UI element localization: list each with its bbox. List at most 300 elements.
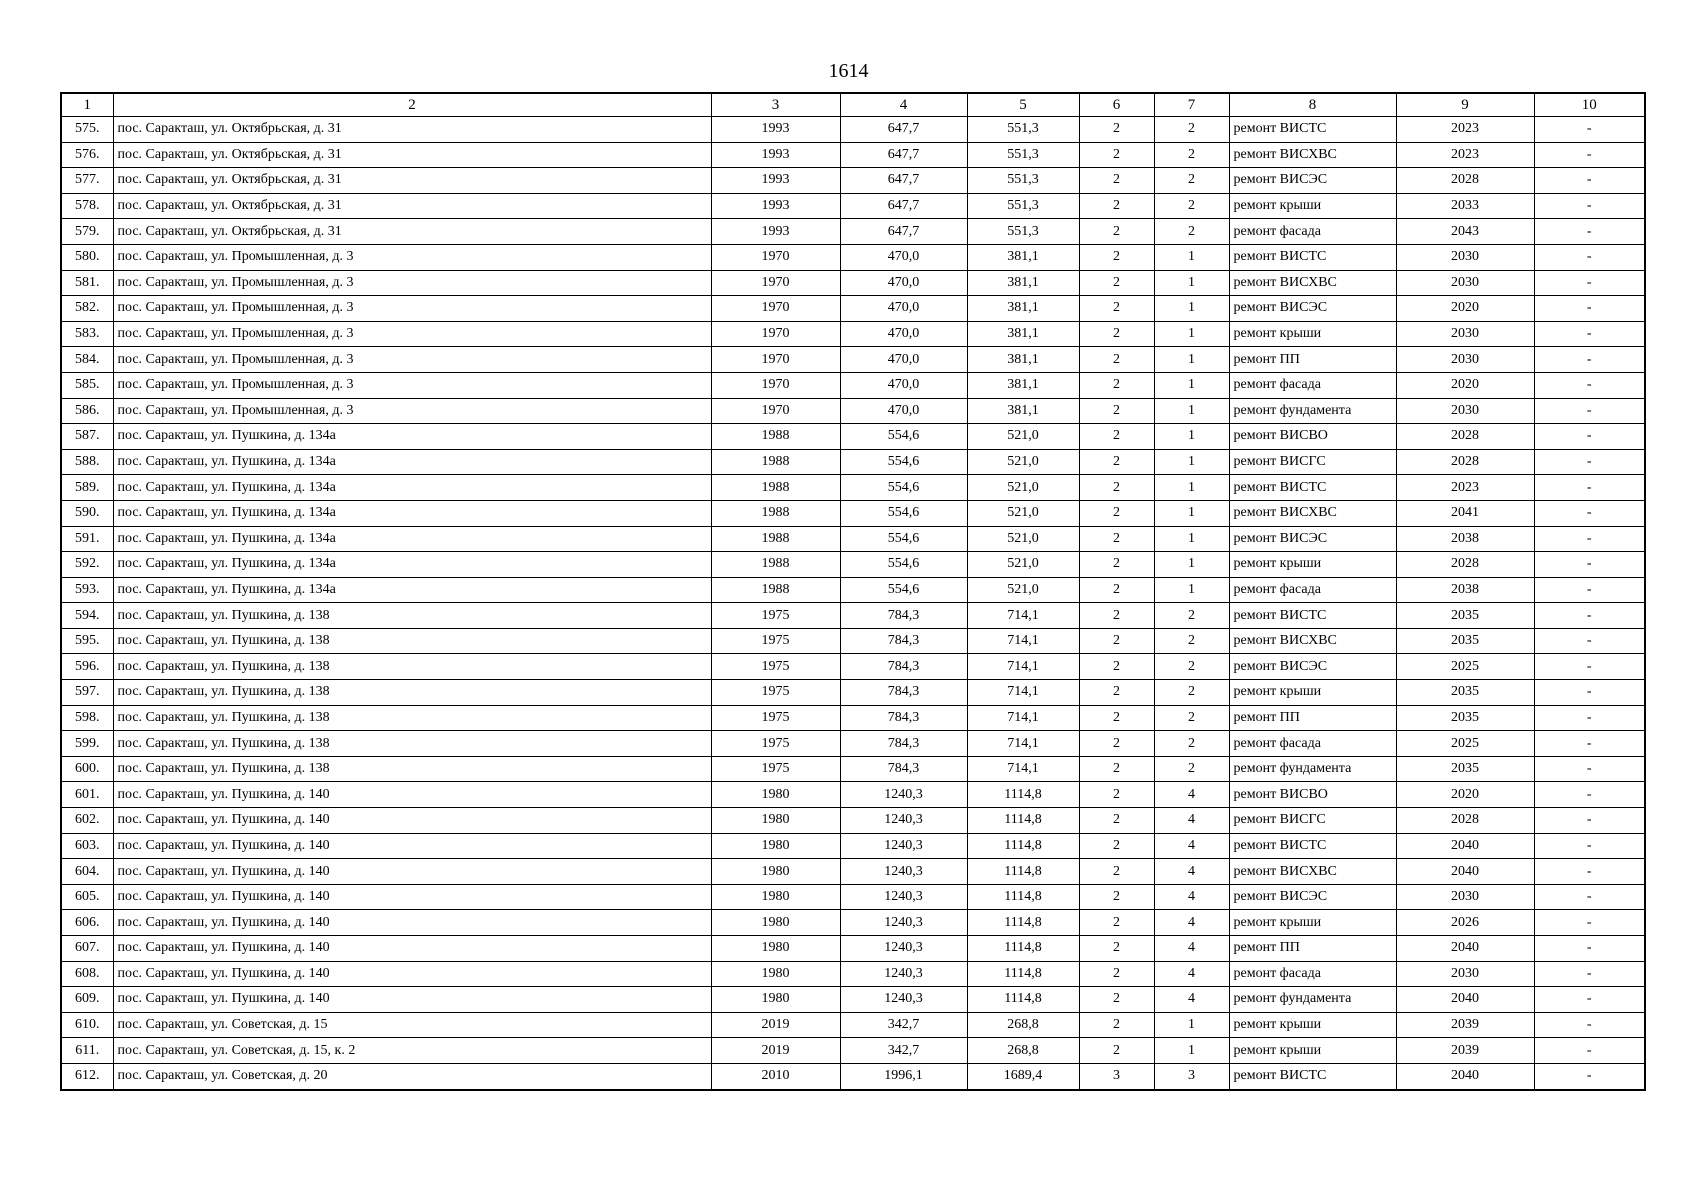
row-number-cell: 610. bbox=[61, 1012, 113, 1038]
address-cell: пос. Саракташ, ул. Промышленная, д. 3 bbox=[113, 270, 711, 296]
work-type-cell: ремонт ВИСВО bbox=[1229, 424, 1396, 450]
row-number-cell: 576. bbox=[61, 142, 113, 168]
table-row bbox=[61, 1063, 1645, 1089]
table-row bbox=[61, 756, 1645, 782]
year-cell: 1988 bbox=[711, 500, 840, 526]
table-row bbox=[61, 270, 1645, 296]
floors-cell: 2 bbox=[1079, 961, 1154, 987]
planned-year-cell: 2035 bbox=[1396, 628, 1534, 654]
table-row bbox=[61, 475, 1645, 501]
row-number-cell: 591. bbox=[61, 526, 113, 552]
note-cell: - bbox=[1534, 526, 1645, 552]
entrances-cell: 1 bbox=[1154, 475, 1229, 501]
address-cell: пос. Саракташ, ул. Советская, д. 15, к. 2 bbox=[113, 1038, 711, 1064]
row-number-cell: 583. bbox=[61, 321, 113, 347]
living-area-cell: 1114,8 bbox=[967, 987, 1079, 1013]
row-number-cell: 587. bbox=[61, 424, 113, 450]
total-area-cell: 1240,3 bbox=[840, 859, 967, 885]
work-type-cell: ремонт ВИСТС bbox=[1229, 475, 1396, 501]
planned-year-cell: 2028 bbox=[1396, 424, 1534, 450]
note-cell: - bbox=[1534, 1038, 1645, 1064]
table-row bbox=[61, 577, 1645, 603]
row-number-cell: 611. bbox=[61, 1038, 113, 1064]
table-row bbox=[61, 219, 1645, 245]
table-row bbox=[61, 500, 1645, 526]
floors-cell: 2 bbox=[1079, 117, 1154, 143]
row-number-cell: 605. bbox=[61, 884, 113, 910]
planned-year-cell: 2035 bbox=[1396, 756, 1534, 782]
living-area-cell: 1114,8 bbox=[967, 833, 1079, 859]
floors-cell: 2 bbox=[1079, 833, 1154, 859]
planned-year-cell: 2030 bbox=[1396, 270, 1534, 296]
note-cell: - bbox=[1534, 372, 1645, 398]
address-cell: пос. Саракташ, ул. Советская, д. 20 bbox=[113, 1063, 711, 1089]
column-header: 1 bbox=[61, 93, 113, 117]
column-header: 4 bbox=[840, 93, 967, 117]
table-row bbox=[61, 910, 1645, 936]
year-cell: 1980 bbox=[711, 961, 840, 987]
year-cell: 1980 bbox=[711, 987, 840, 1013]
living-area-cell: 551,3 bbox=[967, 168, 1079, 194]
entrances-cell: 3 bbox=[1154, 1063, 1229, 1089]
address-cell: пос. Саракташ, ул. Промышленная, д. 3 bbox=[113, 398, 711, 424]
planned-year-cell: 2040 bbox=[1396, 987, 1534, 1013]
address-cell: пос. Саракташ, ул. Промышленная, д. 3 bbox=[113, 372, 711, 398]
floors-cell: 2 bbox=[1079, 731, 1154, 757]
row-number-cell: 578. bbox=[61, 193, 113, 219]
entrances-cell: 1 bbox=[1154, 500, 1229, 526]
note-cell: - bbox=[1534, 117, 1645, 143]
row-number-cell: 596. bbox=[61, 654, 113, 680]
living-area-cell: 551,3 bbox=[967, 219, 1079, 245]
total-area-cell: 1240,3 bbox=[840, 808, 967, 834]
planned-year-cell: 2038 bbox=[1396, 526, 1534, 552]
living-area-cell: 1114,8 bbox=[967, 910, 1079, 936]
living-area-cell: 268,8 bbox=[967, 1012, 1079, 1038]
row-number-cell: 602. bbox=[61, 808, 113, 834]
note-cell: - bbox=[1534, 884, 1645, 910]
work-type-cell: ремонт крыши bbox=[1229, 321, 1396, 347]
year-cell: 2019 bbox=[711, 1038, 840, 1064]
work-type-cell: ремонт ВИСХВС bbox=[1229, 859, 1396, 885]
floors-cell: 2 bbox=[1079, 756, 1154, 782]
year-cell: 1988 bbox=[711, 424, 840, 450]
address-cell: пос. Саракташ, ул. Пушкина, д. 134а bbox=[113, 526, 711, 552]
table-row bbox=[61, 731, 1645, 757]
planned-year-cell: 2023 bbox=[1396, 117, 1534, 143]
note-cell: - bbox=[1534, 219, 1645, 245]
planned-year-cell: 2038 bbox=[1396, 577, 1534, 603]
table-row bbox=[61, 244, 1645, 270]
total-area-cell: 647,7 bbox=[840, 142, 967, 168]
work-type-cell: ремонт фундамента bbox=[1229, 987, 1396, 1013]
row-number-cell: 592. bbox=[61, 552, 113, 578]
planned-year-cell: 2035 bbox=[1396, 603, 1534, 629]
work-type-cell: ремонт ПП bbox=[1229, 347, 1396, 373]
address-cell: пос. Саракташ, ул. Пушкина, д. 138 bbox=[113, 628, 711, 654]
year-cell: 1970 bbox=[711, 321, 840, 347]
year-cell: 1975 bbox=[711, 705, 840, 731]
note-cell: - bbox=[1534, 321, 1645, 347]
floors-cell: 2 bbox=[1079, 654, 1154, 680]
total-area-cell: 784,3 bbox=[840, 756, 967, 782]
address-cell: пос. Саракташ, ул. Пушкина, д. 140 bbox=[113, 833, 711, 859]
year-cell: 1988 bbox=[711, 526, 840, 552]
work-type-cell: ремонт ВИСХВС bbox=[1229, 500, 1396, 526]
note-cell: - bbox=[1534, 936, 1645, 962]
total-area-cell: 1240,3 bbox=[840, 833, 967, 859]
note-cell: - bbox=[1534, 500, 1645, 526]
address-cell: пос. Саракташ, ул. Промышленная, д. 3 bbox=[113, 347, 711, 373]
planned-year-cell: 2039 bbox=[1396, 1012, 1534, 1038]
address-cell: пос. Саракташ, ул. Пушкина, д. 134а bbox=[113, 552, 711, 578]
living-area-cell: 714,1 bbox=[967, 731, 1079, 757]
address-cell: пос. Саракташ, ул. Пушкина, д. 138 bbox=[113, 603, 711, 629]
note-cell: - bbox=[1534, 424, 1645, 450]
work-type-cell: ремонт ВИСЭС bbox=[1229, 654, 1396, 680]
row-number-cell: 577. bbox=[61, 168, 113, 194]
living-area-cell: 1114,8 bbox=[967, 782, 1079, 808]
year-cell: 1980 bbox=[711, 808, 840, 834]
address-cell: пос. Саракташ, ул. Промышленная, д. 3 bbox=[113, 244, 711, 270]
floors-cell: 2 bbox=[1079, 424, 1154, 450]
note-cell: - bbox=[1534, 270, 1645, 296]
living-area-cell: 521,0 bbox=[967, 500, 1079, 526]
floors-cell: 2 bbox=[1079, 782, 1154, 808]
floors-cell: 2 bbox=[1079, 475, 1154, 501]
address-cell: пос. Саракташ, ул. Пушкина, д. 140 bbox=[113, 884, 711, 910]
row-number-cell: 581. bbox=[61, 270, 113, 296]
row-number-cell: 589. bbox=[61, 475, 113, 501]
living-area-cell: 1114,8 bbox=[967, 859, 1079, 885]
entrances-cell: 1 bbox=[1154, 296, 1229, 322]
living-area-cell: 714,1 bbox=[967, 705, 1079, 731]
work-type-cell: ремонт ВИСГС bbox=[1229, 808, 1396, 834]
planned-year-cell: 2040 bbox=[1396, 936, 1534, 962]
row-number-cell: 575. bbox=[61, 117, 113, 143]
entrances-cell: 4 bbox=[1154, 782, 1229, 808]
work-type-cell: ремонт ВИСГС bbox=[1229, 449, 1396, 475]
entrances-cell: 2 bbox=[1154, 680, 1229, 706]
entrances-cell: 2 bbox=[1154, 731, 1229, 757]
work-type-cell: ремонт ВИСЭС bbox=[1229, 168, 1396, 194]
floors-cell: 2 bbox=[1079, 526, 1154, 552]
work-type-cell: ремонт фасада bbox=[1229, 731, 1396, 757]
address-cell: пос. Саракташ, ул. Пушкина, д. 138 bbox=[113, 680, 711, 706]
living-area-cell: 551,3 bbox=[967, 142, 1079, 168]
year-cell: 1988 bbox=[711, 475, 840, 501]
table-row bbox=[61, 1038, 1645, 1064]
table-row bbox=[61, 961, 1645, 987]
address-cell: пос. Саракташ, ул. Пушкина, д. 138 bbox=[113, 705, 711, 731]
planned-year-cell: 2043 bbox=[1396, 219, 1534, 245]
work-type-cell: ремонт фасада bbox=[1229, 219, 1396, 245]
total-area-cell: 470,0 bbox=[840, 244, 967, 270]
note-cell: - bbox=[1534, 731, 1645, 757]
note-cell: - bbox=[1534, 782, 1645, 808]
row-number-cell: 609. bbox=[61, 987, 113, 1013]
column-header: 8 bbox=[1229, 93, 1396, 117]
address-cell: пос. Саракташ, ул. Октябрьская, д. 31 bbox=[113, 168, 711, 194]
year-cell: 1993 bbox=[711, 168, 840, 194]
address-cell: пос. Саракташ, ул. Пушкина, д. 138 bbox=[113, 654, 711, 680]
address-cell: пос. Саракташ, ул. Пушкина, д. 138 bbox=[113, 731, 711, 757]
address-cell: пос. Саракташ, ул. Промышленная, д. 3 bbox=[113, 321, 711, 347]
total-area-cell: 1240,3 bbox=[840, 961, 967, 987]
floors-cell: 2 bbox=[1079, 808, 1154, 834]
entrances-cell: 1 bbox=[1154, 449, 1229, 475]
year-cell: 1980 bbox=[711, 859, 840, 885]
work-type-cell: ремонт крыши bbox=[1229, 1038, 1396, 1064]
row-number-cell: 584. bbox=[61, 347, 113, 373]
total-area-cell: 647,7 bbox=[840, 219, 967, 245]
row-number-cell: 600. bbox=[61, 756, 113, 782]
column-header: 7 bbox=[1154, 93, 1229, 117]
address-cell: пос. Саракташ, ул. Пушкина, д. 140 bbox=[113, 782, 711, 808]
row-number-cell: 585. bbox=[61, 372, 113, 398]
year-cell: 1980 bbox=[711, 936, 840, 962]
year-cell: 1970 bbox=[711, 296, 840, 322]
total-area-cell: 554,6 bbox=[840, 552, 967, 578]
floors-cell: 2 bbox=[1079, 142, 1154, 168]
living-area-cell: 381,1 bbox=[967, 244, 1079, 270]
planned-year-cell: 2030 bbox=[1396, 347, 1534, 373]
note-cell: - bbox=[1534, 398, 1645, 424]
entrances-cell: 4 bbox=[1154, 859, 1229, 885]
living-area-cell: 1114,8 bbox=[967, 936, 1079, 962]
row-number-cell: 595. bbox=[61, 628, 113, 654]
living-area-cell: 268,8 bbox=[967, 1038, 1079, 1064]
note-cell: - bbox=[1534, 859, 1645, 885]
total-area-cell: 470,0 bbox=[840, 321, 967, 347]
floors-cell: 2 bbox=[1079, 244, 1154, 270]
floors-cell: 2 bbox=[1079, 168, 1154, 194]
planned-year-cell: 2030 bbox=[1396, 321, 1534, 347]
total-area-cell: 342,7 bbox=[840, 1012, 967, 1038]
total-area-cell: 554,6 bbox=[840, 475, 967, 501]
floors-cell: 2 bbox=[1079, 1012, 1154, 1038]
total-area-cell: 342,7 bbox=[840, 1038, 967, 1064]
work-type-cell: ремонт ВИСХВС bbox=[1229, 628, 1396, 654]
total-area-cell: 647,7 bbox=[840, 168, 967, 194]
table-row bbox=[61, 168, 1645, 194]
total-area-cell: 554,6 bbox=[840, 449, 967, 475]
address-cell: пос. Саракташ, ул. Пушкина, д. 140 bbox=[113, 859, 711, 885]
floors-cell: 2 bbox=[1079, 321, 1154, 347]
table-header-row bbox=[61, 93, 1645, 117]
table-row bbox=[61, 424, 1645, 450]
column-header: 3 bbox=[711, 93, 840, 117]
note-cell: - bbox=[1534, 1012, 1645, 1038]
row-number-cell: 582. bbox=[61, 296, 113, 322]
floors-cell: 2 bbox=[1079, 449, 1154, 475]
living-area-cell: 714,1 bbox=[967, 628, 1079, 654]
planned-year-cell: 2040 bbox=[1396, 859, 1534, 885]
total-area-cell: 470,0 bbox=[840, 398, 967, 424]
total-area-cell: 1240,3 bbox=[840, 884, 967, 910]
entrances-cell: 4 bbox=[1154, 833, 1229, 859]
row-number-cell: 607. bbox=[61, 936, 113, 962]
living-area-cell: 714,1 bbox=[967, 654, 1079, 680]
work-type-cell: ремонт крыши bbox=[1229, 193, 1396, 219]
floors-cell: 2 bbox=[1079, 500, 1154, 526]
table-row bbox=[61, 782, 1645, 808]
total-area-cell: 554,6 bbox=[840, 526, 967, 552]
work-type-cell: ремонт ВИСТС bbox=[1229, 833, 1396, 859]
work-type-cell: ремонт ВИСТС bbox=[1229, 244, 1396, 270]
table-row bbox=[61, 117, 1645, 143]
work-type-cell: ремонт ВИСВО bbox=[1229, 782, 1396, 808]
total-area-cell: 470,0 bbox=[840, 347, 967, 373]
work-type-cell: ремонт фундамента bbox=[1229, 398, 1396, 424]
total-area-cell: 784,3 bbox=[840, 628, 967, 654]
address-cell: пос. Саракташ, ул. Пушкина, д. 134а bbox=[113, 475, 711, 501]
floors-cell: 2 bbox=[1079, 193, 1154, 219]
floors-cell: 2 bbox=[1079, 628, 1154, 654]
year-cell: 1980 bbox=[711, 910, 840, 936]
note-cell: - bbox=[1534, 756, 1645, 782]
living-area-cell: 1689,4 bbox=[967, 1063, 1079, 1089]
entrances-cell: 1 bbox=[1154, 372, 1229, 398]
work-type-cell: ремонт фасада bbox=[1229, 372, 1396, 398]
work-type-cell: ремонт ВИСТС bbox=[1229, 117, 1396, 143]
table-row bbox=[61, 987, 1645, 1013]
entrances-cell: 2 bbox=[1154, 705, 1229, 731]
row-number-cell: 594. bbox=[61, 603, 113, 629]
total-area-cell: 647,7 bbox=[840, 193, 967, 219]
table-row bbox=[61, 884, 1645, 910]
planned-year-cell: 2030 bbox=[1396, 244, 1534, 270]
floors-cell: 2 bbox=[1079, 296, 1154, 322]
row-number-cell: 597. bbox=[61, 680, 113, 706]
floors-cell: 2 bbox=[1079, 398, 1154, 424]
total-area-cell: 1240,3 bbox=[840, 987, 967, 1013]
entrances-cell: 4 bbox=[1154, 884, 1229, 910]
total-area-cell: 784,3 bbox=[840, 731, 967, 757]
work-type-cell: ремонт ПП bbox=[1229, 936, 1396, 962]
total-area-cell: 784,3 bbox=[840, 680, 967, 706]
work-type-cell: ремонт фундамента bbox=[1229, 756, 1396, 782]
address-cell: пос. Саракташ, ул. Советская, д. 15 bbox=[113, 1012, 711, 1038]
year-cell: 1993 bbox=[711, 117, 840, 143]
planned-year-cell: 2025 bbox=[1396, 654, 1534, 680]
row-number-cell: 588. bbox=[61, 449, 113, 475]
floors-cell: 2 bbox=[1079, 372, 1154, 398]
row-number-cell: 579. bbox=[61, 219, 113, 245]
entrances-cell: 2 bbox=[1154, 603, 1229, 629]
entrances-cell: 1 bbox=[1154, 1038, 1229, 1064]
planned-year-cell: 2026 bbox=[1396, 910, 1534, 936]
entrances-cell: 4 bbox=[1154, 808, 1229, 834]
planned-year-cell: 2039 bbox=[1396, 1038, 1534, 1064]
entrances-cell: 4 bbox=[1154, 961, 1229, 987]
row-number-cell: 593. bbox=[61, 577, 113, 603]
table-row bbox=[61, 526, 1645, 552]
table-row bbox=[61, 680, 1645, 706]
note-cell: - bbox=[1534, 961, 1645, 987]
living-area-cell: 521,0 bbox=[967, 526, 1079, 552]
planned-year-cell: 2030 bbox=[1396, 961, 1534, 987]
living-area-cell: 521,0 bbox=[967, 577, 1079, 603]
address-cell: пос. Саракташ, ул. Пушкина, д. 134а bbox=[113, 577, 711, 603]
address-cell: пос. Саракташ, ул. Пушкина, д. 134а bbox=[113, 424, 711, 450]
entrances-cell: 1 bbox=[1154, 424, 1229, 450]
note-cell: - bbox=[1534, 168, 1645, 194]
floors-cell: 2 bbox=[1079, 910, 1154, 936]
entrances-cell: 4 bbox=[1154, 910, 1229, 936]
total-area-cell: 470,0 bbox=[840, 296, 967, 322]
note-cell: - bbox=[1534, 552, 1645, 578]
entrances-cell: 1 bbox=[1154, 526, 1229, 552]
address-cell: пос. Саракташ, ул. Пушкина, д. 140 bbox=[113, 808, 711, 834]
row-number-cell: 580. bbox=[61, 244, 113, 270]
total-area-cell: 470,0 bbox=[840, 372, 967, 398]
year-cell: 1970 bbox=[711, 270, 840, 296]
floors-cell: 2 bbox=[1079, 884, 1154, 910]
year-cell: 1988 bbox=[711, 577, 840, 603]
total-area-cell: 1240,3 bbox=[840, 910, 967, 936]
floors-cell: 3 bbox=[1079, 1063, 1154, 1089]
floors-cell: 2 bbox=[1079, 1038, 1154, 1064]
planned-year-cell: 2028 bbox=[1396, 808, 1534, 834]
planned-year-cell: 2035 bbox=[1396, 680, 1534, 706]
note-cell: - bbox=[1534, 628, 1645, 654]
address-cell: пос. Саракташ, ул. Октябрьская, д. 31 bbox=[113, 219, 711, 245]
living-area-cell: 521,0 bbox=[967, 552, 1079, 578]
row-number-cell: 598. bbox=[61, 705, 113, 731]
table-body bbox=[61, 117, 1645, 1090]
entrances-cell: 1 bbox=[1154, 270, 1229, 296]
table-row bbox=[61, 833, 1645, 859]
entrances-cell: 1 bbox=[1154, 347, 1229, 373]
note-cell: - bbox=[1534, 987, 1645, 1013]
entrances-cell: 4 bbox=[1154, 936, 1229, 962]
year-cell: 1975 bbox=[711, 654, 840, 680]
floors-cell: 2 bbox=[1079, 705, 1154, 731]
year-cell: 1993 bbox=[711, 193, 840, 219]
column-header: 9 bbox=[1396, 93, 1534, 117]
note-cell: - bbox=[1534, 1063, 1645, 1089]
work-type-cell: ремонт фасада bbox=[1229, 577, 1396, 603]
address-cell: пос. Саракташ, ул. Пушкина, д. 140 bbox=[113, 936, 711, 962]
address-cell: пос. Саракташ, ул. Пушкина, д. 140 bbox=[113, 987, 711, 1013]
row-number-cell: 612. bbox=[61, 1063, 113, 1089]
living-area-cell: 381,1 bbox=[967, 398, 1079, 424]
living-area-cell: 714,1 bbox=[967, 756, 1079, 782]
living-area-cell: 551,3 bbox=[967, 117, 1079, 143]
note-cell: - bbox=[1534, 910, 1645, 936]
floors-cell: 2 bbox=[1079, 270, 1154, 296]
entrances-cell: 1 bbox=[1154, 398, 1229, 424]
note-cell: - bbox=[1534, 244, 1645, 270]
total-area-cell: 554,6 bbox=[840, 500, 967, 526]
note-cell: - bbox=[1534, 654, 1645, 680]
year-cell: 1988 bbox=[711, 552, 840, 578]
planned-year-cell: 2035 bbox=[1396, 705, 1534, 731]
work-type-cell: ремонт крыши bbox=[1229, 552, 1396, 578]
note-cell: - bbox=[1534, 577, 1645, 603]
capital-repair-table bbox=[60, 92, 1646, 1091]
work-type-cell: ремонт ВИСЭС bbox=[1229, 296, 1396, 322]
table-row bbox=[61, 1012, 1645, 1038]
living-area-cell: 521,0 bbox=[967, 424, 1079, 450]
living-area-cell: 1114,8 bbox=[967, 961, 1079, 987]
living-area-cell: 381,1 bbox=[967, 372, 1079, 398]
planned-year-cell: 2020 bbox=[1396, 782, 1534, 808]
floors-cell: 2 bbox=[1079, 936, 1154, 962]
planned-year-cell: 2020 bbox=[1396, 296, 1534, 322]
note-cell: - bbox=[1534, 808, 1645, 834]
